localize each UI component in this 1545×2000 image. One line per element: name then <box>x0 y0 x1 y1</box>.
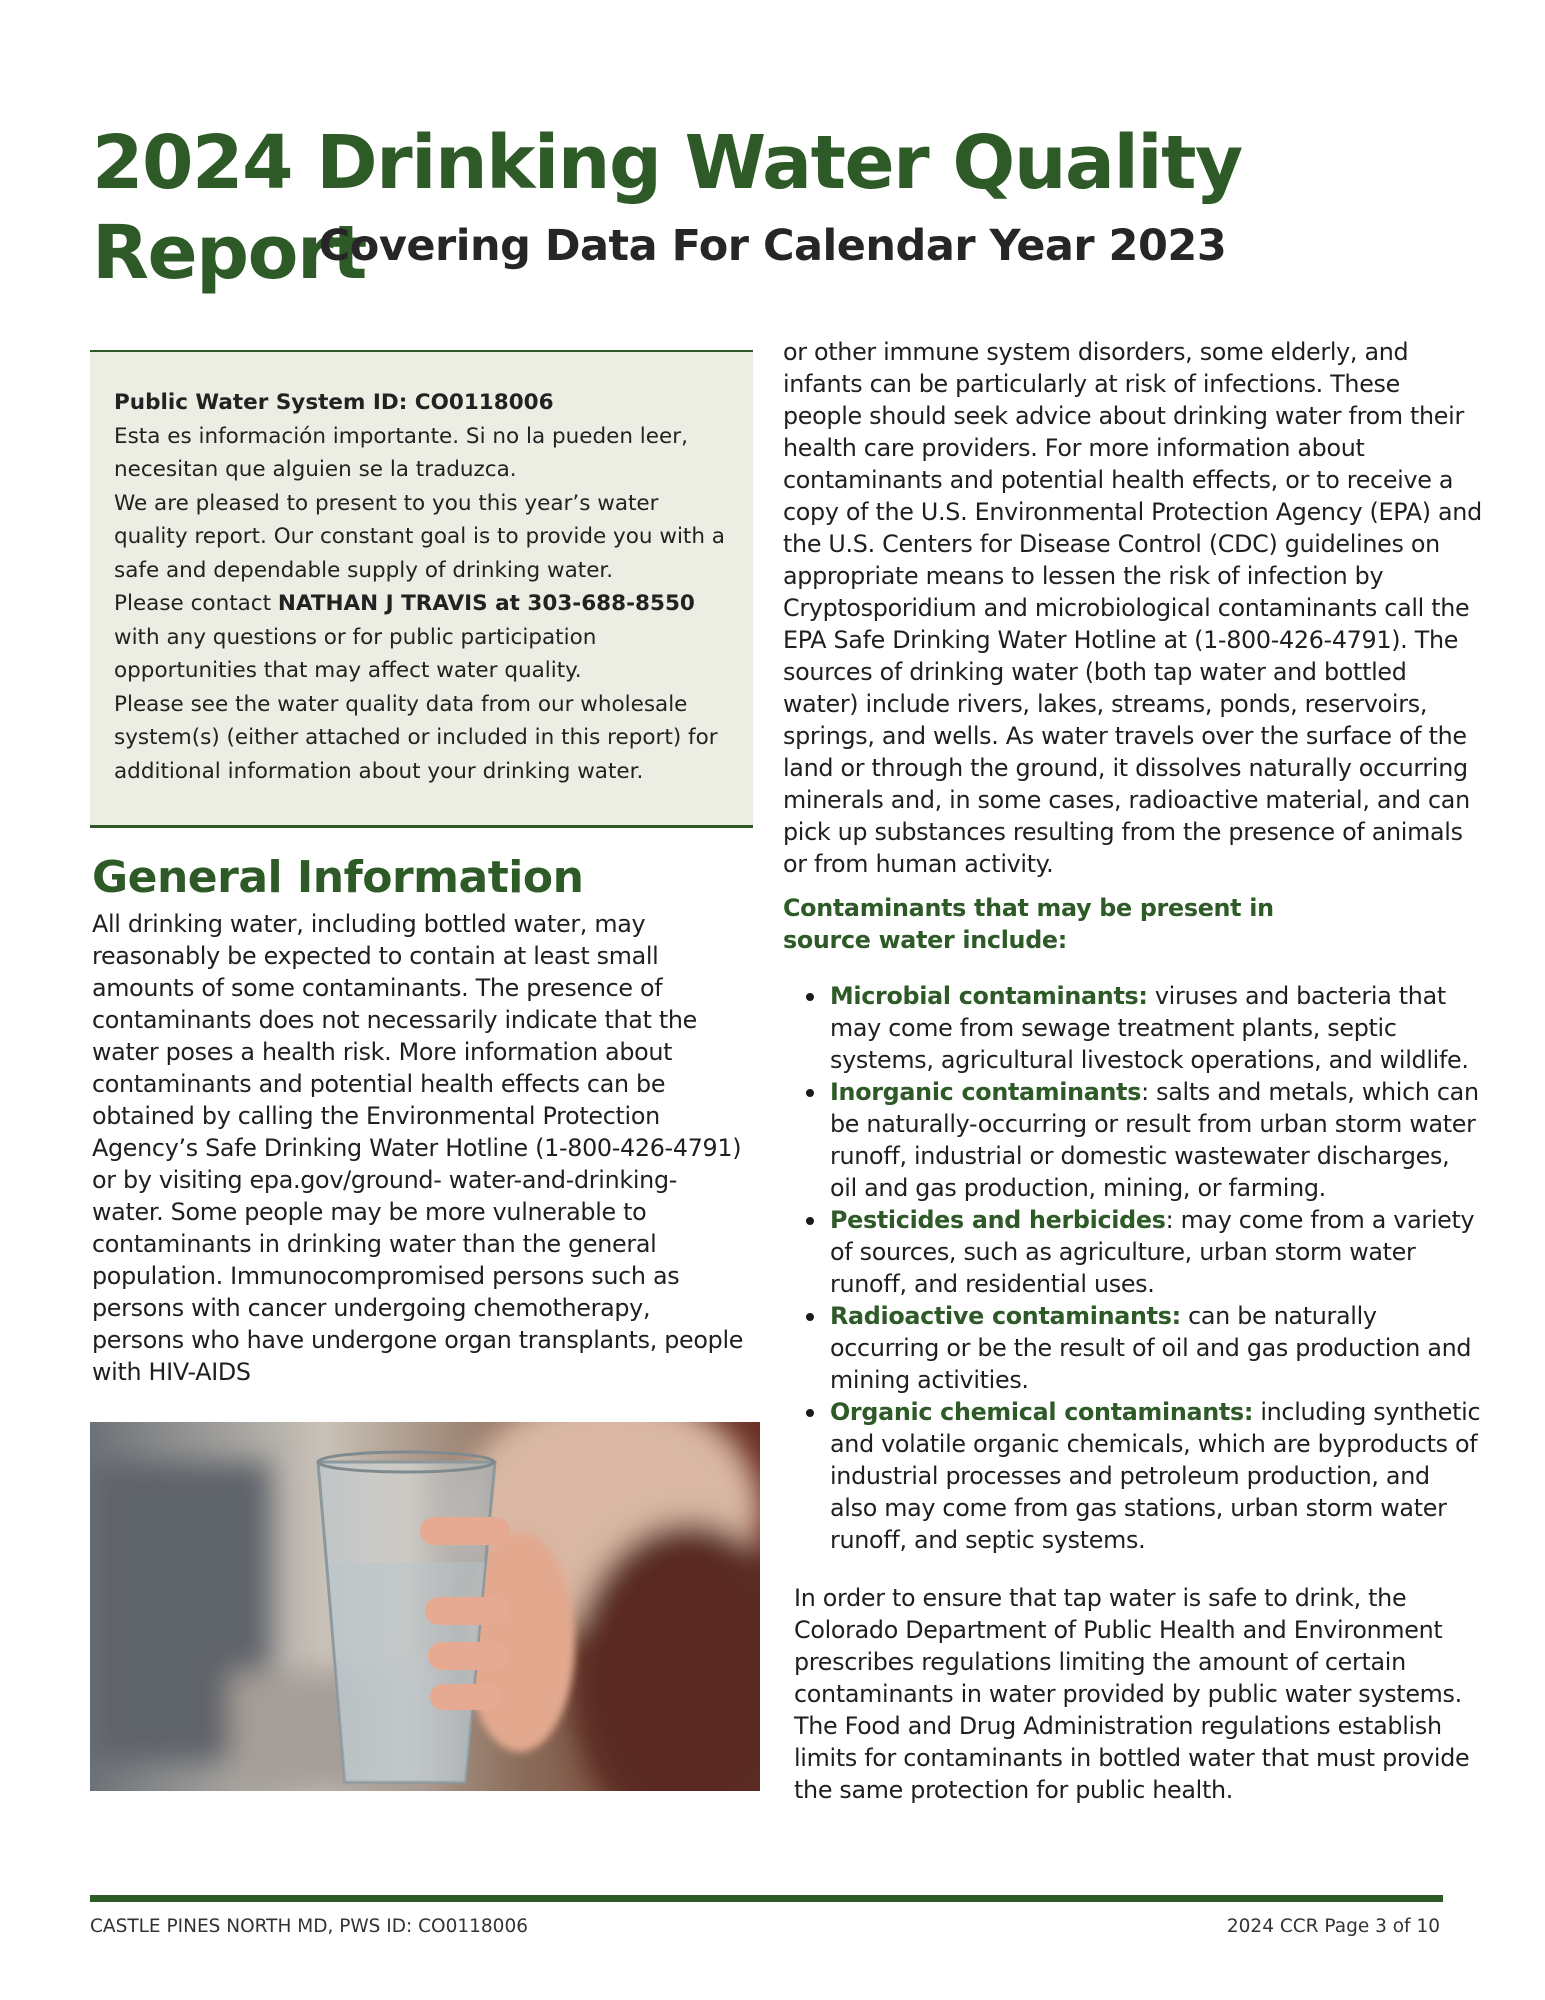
list-item-label: Organic chemical contaminants: <box>830 1398 1254 1426</box>
list-item-text: : may come from a variety of sources, such as agriculture, urban storm water runoff, and residential uses. <box>830 1206 1475 1298</box>
pws-id-label: Public Water System ID: CO0118006 <box>114 390 554 415</box>
list-item-text: including synthetic and volatile organic chemicals, which are byproducts of industrial processes and petroleum production, and also may come from gas stations, urban storm water runoff, and septic systems. <box>830 1398 1481 1554</box>
report-title: 2024 Drinking Water Quality Report <box>92 120 1242 296</box>
right-column <box>783 336 1483 1806</box>
list-item <box>783 1076 1483 1204</box>
footer-divider <box>90 1895 1443 1902</box>
spanish-notice: Esta es información importante. Si no la pueden leer, necesitan que alguien se la traduzca. <box>114 423 688 482</box>
list-item-label: Radioactive contaminants: <box>830 1302 1181 1330</box>
general-info-section <box>92 848 747 1388</box>
contact-suffix: with any questions or for public participation opportunities that may affect water quality. <box>114 624 597 683</box>
list-item <box>783 1300 1483 1396</box>
list-item-label: Inorganic contaminants <box>830 1078 1142 1106</box>
bullet-icon <box>806 1313 814 1321</box>
list-item-text: : salts and metals, which can be naturally-occurring or result from urban storm water runoff, industrial or domestic wastewater discharges, oil and gas production, mining, or farming. <box>830 1078 1479 1202</box>
list-item <box>783 1396 1483 1556</box>
water-glass-photo <box>90 1422 760 1791</box>
list-item-text: can be naturally occurring or be the result of oil and gas production and mining activities. <box>830 1302 1472 1394</box>
wholesale-text: Please see the water quality data from our wholesale system(s) (either attached or included in this report) for additional information about your drinking water. <box>114 691 718 784</box>
list-item-label: Microbial contaminants: <box>830 982 1148 1010</box>
contaminants-heading-line2: source water include: <box>783 926 1067 954</box>
footer-system-id: CASTLE PINES NORTH MD, PWS ID: CO0118006 <box>90 1916 528 1937</box>
bullet-icon <box>806 1409 814 1417</box>
list-item-label: Pesticides and herbicides <box>830 1206 1166 1234</box>
list-item <box>783 980 1483 1076</box>
intro-text: We are pleased to present to you this year’s water quality report. Our constant goal is to provide you with a safe and dependable supply of drinking water. <box>114 490 725 583</box>
footer-page-number: 2024 CCR Page 3 of 10 <box>1226 1916 1440 1937</box>
general-info-continued: or other immune system disorders, some elderly, and infants can be particularly at risk of infections. These people should seek advice about drinking water from their health care providers. For more information about contaminants and potential health effects, or to receive a copy of the U.S. Environmental Protection Agency (EPA) and the U.S. Centers for Disease Control (CDC) guidelines on appropriate means to lessen the risk of infection by Cryptosporidium and microbiological contaminants call the EPA Safe Drinking Water Hotline at (1-800-426-4791). The sources of drinking water (both tap water and bottled water) include rivers, lakes, streams, ponds, reservoirs, springs, and wells. As water travels over the surface of the land or through the ground, it dissolves naturally occurring minerals and, in some cases, radioactive material, and can pick up substances resulting from the presence of animals or from human activity. <box>783 338 1482 878</box>
bullet-icon <box>806 1089 814 1097</box>
contact-name-phone: NATHAN J TRAVIS at 303-688-8550 <box>277 591 695 616</box>
bullet-icon <box>806 993 814 1001</box>
list-item <box>783 1204 1483 1300</box>
regulations-text: In order to ensure that tap water is safe to drink, the Colorado Department of Public Health and Environment prescribes regulations limiting the amount of certain contaminants in water provided by public water systems. The Food and Drug Administration regulations establish limits for contaminants in bottled water that must provide the same protection for public health. <box>794 1584 1470 1804</box>
general-info-body: All drinking water, including bottled water, may reasonably be expected to contain at least small amounts of some contaminants. The presence of contaminants does not necessarily indicate that the water poses a health risk. More information about contaminants and potential health effects can be obtained by calling the Environmental Protection Agency’s Safe Drinking Water Hotline (1-800-426-4791) or by visiting epa.gov/ground- water-and-drinking-water. Some people may be more vulnerable to contaminants in drinking water than the general population. Immunocompromised persons such as persons with cancer undergoing chemotherapy, persons who have undergone organ transplants, people with HIV-AIDS <box>92 910 744 1386</box>
contact-prefix: Please contact <box>114 591 272 616</box>
contact-text <box>114 587 729 688</box>
general-info-heading: General Information <box>92 852 584 903</box>
system-info-box <box>90 350 753 828</box>
contaminants-heading <box>783 892 1483 956</box>
list-item-text: viruses and bacteria that may come from sewage treatment plants, septic systems, agricultural livestock operations, and wildlife. <box>830 982 1469 1074</box>
report-subtitle: Covering Data For Calendar Year 2023 <box>318 221 1227 271</box>
contaminants-heading-line1: Contaminants that may be present in <box>783 894 1274 922</box>
bullet-icon <box>806 1217 814 1225</box>
contaminants-list <box>783 980 1483 1556</box>
